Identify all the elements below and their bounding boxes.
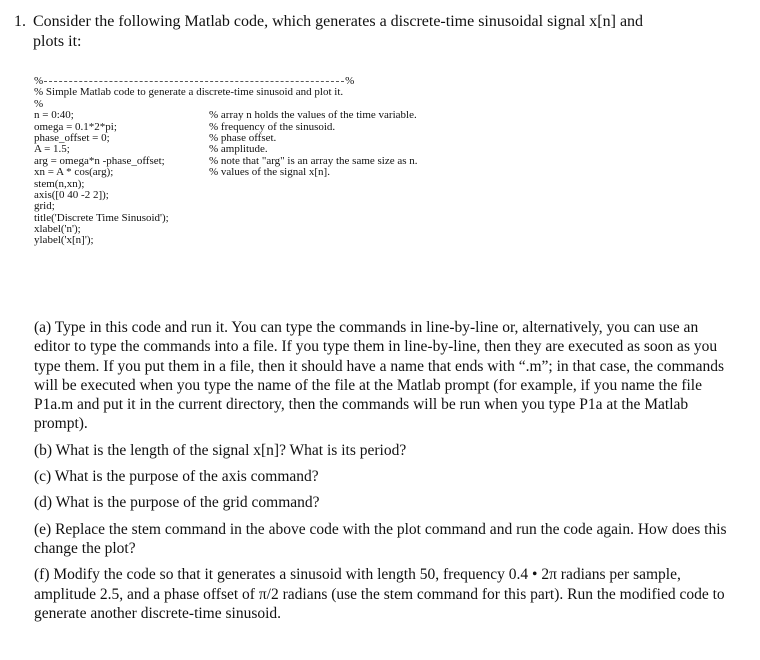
code-statement: grid; <box>34 200 55 213</box>
code-row <box>34 235 454 246</box>
code-comment: % amplitude. <box>209 143 268 156</box>
part-d: (d) What is the purpose of the grid command? <box>34 494 320 512</box>
question-line-1 <box>14 12 750 32</box>
code-statement: ylabel('x[n]'); <box>34 234 94 247</box>
code-comment: % array n holds the values of the time variable. <box>209 109 417 122</box>
matlab-code-block <box>34 76 454 247</box>
code-comment-blank: % <box>34 97 44 110</box>
question-number: 1. <box>14 13 26 30</box>
question-text-line-1: Consider the following Matlab code, which generates a discrete-time sinusoidal signal x[n] and <box>33 13 644 30</box>
part-e: (e) Replace the stem command in the above code with the plot command and run the code again. How does this change the plot? <box>34 520 727 557</box>
code-row <box>34 213 454 224</box>
header-start: % <box>34 75 44 87</box>
code-comment-title: % Simple Matlab code to generate a discrete-time sinusoid and plot it. <box>34 86 344 99</box>
code-comment: % note that "arg" is an array the same size as n. <box>209 154 418 167</box>
part-b: (b) What is the length of the signal x[n]? What is its period? <box>34 441 407 459</box>
code-statement: omega = 0.1*2*pi; <box>34 120 117 133</box>
code-statement: axis([0 40 -2 2]); <box>34 188 109 201</box>
part-a: (a) Type in this code and run it. You can type the commands in line-by-line or, alternatively, you can use an editor to type the commands into a file. If you type them in line-by-line, then they are executed as soon as you type them. If you put them in a file, then it should have a name that ends with “.m”; in that case, the commands will be executed when you type the name of the file at the Matlab prompt (for example, if you name the file P1a.m and put it in the current directory, then the commands will be run when you type P1a at the Matlab prompt). <box>34 319 724 433</box>
code-row <box>34 224 454 235</box>
code-comment: % values of the signal x[n]. <box>209 166 330 179</box>
code-statement: phase_offset = 0; <box>34 131 110 144</box>
code-comment: % frequency of the sinusoid. <box>209 120 336 133</box>
divider-line <box>44 81 344 82</box>
question-text-line-2: plots it: <box>33 33 82 50</box>
header-end: % <box>345 75 355 87</box>
code-comment: % phase offset. <box>209 131 277 144</box>
code-statement: n = 0:40; <box>34 109 74 122</box>
code-statement: arg = omega*n -phase_offset; <box>34 154 165 167</box>
code-row <box>34 190 454 201</box>
code-statement: stem(n,xn); <box>34 177 85 190</box>
code-statement: title('Discrete Time Sinusoid'); <box>34 211 169 224</box>
code-statement: xn = A * cos(arg); <box>34 166 114 179</box>
part-f: (f) Modify the code so that it generates a sinusoid with length 50, frequency 0.4 • 2π radians per sample, amplitude 2.5, and a phase offset of π/2 radians (use the stem command for this part). Run the modified code to generate another discrete-time sinusoid. <box>34 566 725 622</box>
question-parts <box>34 318 734 629</box>
question-heading <box>14 12 750 52</box>
code-rows <box>34 110 454 247</box>
code-statement: xlabel('n'); <box>34 223 81 236</box>
code-row <box>34 167 454 178</box>
code-statement: A = 1.5; <box>34 143 70 156</box>
part-c: (c) What is the purpose of the axis command? <box>34 468 319 486</box>
